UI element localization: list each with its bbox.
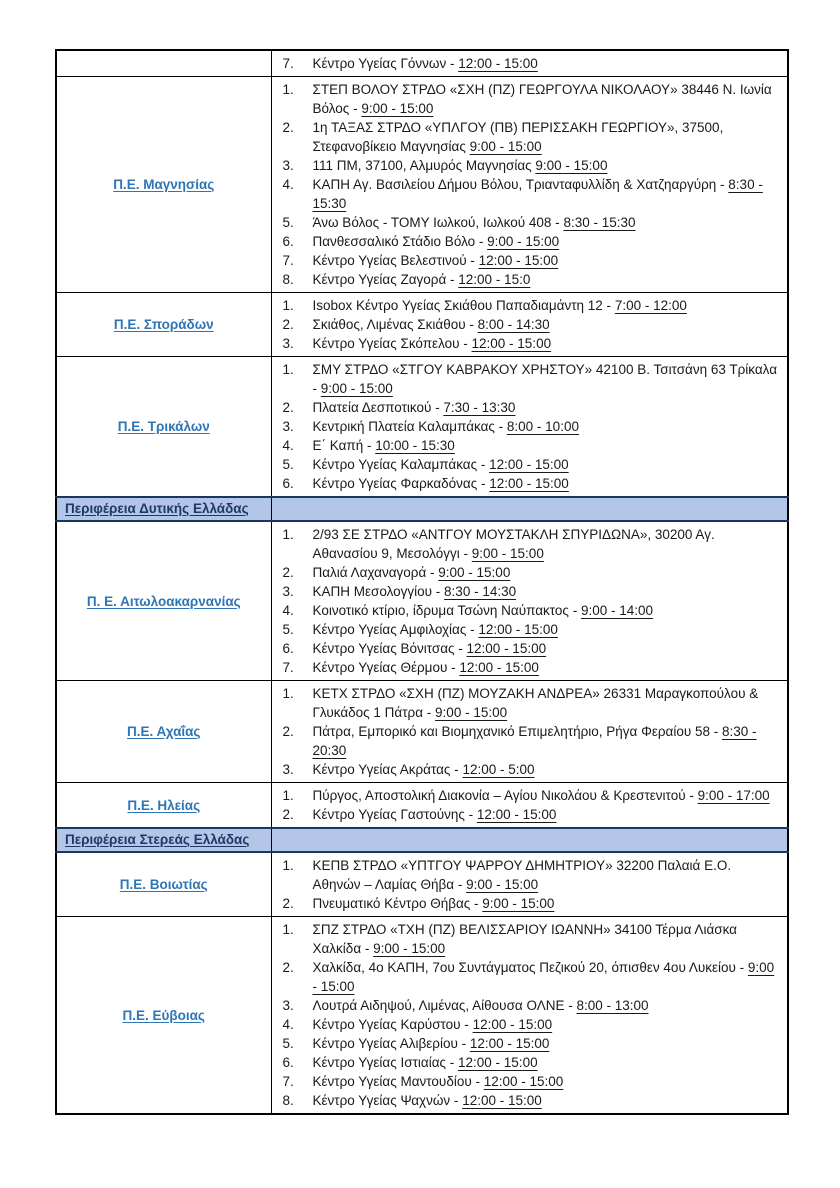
table-row bbox=[56, 50, 788, 77]
region-link[interactable]: Π.Ε. Βοιωτίας bbox=[119, 877, 208, 892]
item-number: 3. bbox=[282, 584, 294, 599]
item-hours: 12:00 - 15:00 bbox=[466, 641, 547, 656]
location-item bbox=[280, 474, 782, 493]
table-row bbox=[56, 521, 788, 681]
region-link[interactable]: Π.Ε. Σποράδων bbox=[113, 317, 214, 332]
location-item bbox=[280, 417, 782, 436]
table-row bbox=[56, 77, 788, 293]
location-item bbox=[280, 684, 782, 722]
item-number: 7. bbox=[282, 253, 294, 268]
location-item bbox=[280, 563, 782, 582]
location-item bbox=[280, 894, 782, 913]
location-item bbox=[280, 54, 782, 73]
item-number: 7. bbox=[282, 56, 294, 71]
item-hours: 9:00 - 15:00 bbox=[469, 139, 542, 154]
location-item bbox=[280, 996, 782, 1015]
region-cell bbox=[56, 852, 271, 917]
item-hours: 12:00 - 5:00 bbox=[462, 762, 535, 777]
item-text: Κέντρο Υγείας Ζαγορά - 12:00 - 15:0 bbox=[312, 272, 531, 287]
location-item bbox=[280, 251, 782, 270]
item-text: Κέντρο Υγείας Σκόπελου - 12:00 - 15:00 bbox=[312, 336, 552, 351]
location-item bbox=[280, 398, 782, 417]
item-text: Κέντρο Υγείας Μαντουδίου - 12:00 - 15:00 bbox=[312, 1074, 564, 1089]
item-hours: 12:00 - 15:0 bbox=[458, 272, 531, 287]
location-item bbox=[280, 658, 782, 677]
item-hours: 8:30 - 20:30 bbox=[312, 724, 757, 758]
locations-cell bbox=[271, 50, 788, 77]
location-item bbox=[280, 601, 782, 620]
location-item bbox=[280, 805, 782, 824]
region-cell bbox=[56, 917, 271, 1115]
item-hours: 9:00 - 17:00 bbox=[697, 788, 770, 803]
location-item bbox=[280, 436, 782, 455]
item-number: 2. bbox=[282, 120, 294, 135]
item-hours: 8:00 - 13:00 bbox=[576, 998, 649, 1013]
item-hours: 9:00 - 15:00 bbox=[373, 941, 446, 956]
locations-cell bbox=[271, 681, 788, 783]
region-cell bbox=[56, 783, 271, 829]
item-number: 3. bbox=[282, 762, 294, 777]
location-item bbox=[280, 296, 782, 315]
locations-cell bbox=[271, 293, 788, 357]
item-text: Πνευματικό Κέντρο Θήβας - 9:00 - 15:00 bbox=[312, 896, 555, 911]
item-hours: 8:30 - 15:30 bbox=[312, 177, 763, 211]
section-header-row bbox=[56, 828, 788, 852]
region-cell bbox=[56, 293, 271, 357]
item-hours: 9:00 - 15:00 bbox=[312, 960, 775, 994]
item-number: 4. bbox=[282, 603, 294, 618]
table-row bbox=[56, 917, 788, 1115]
item-hours: 9:00 - 14:00 bbox=[580, 603, 654, 618]
region-cell bbox=[56, 681, 271, 783]
section-header-cell bbox=[56, 497, 271, 521]
item-hours: 12:00 - 15:00 bbox=[462, 1093, 542, 1108]
item-number: 1. bbox=[282, 922, 294, 937]
region-cell bbox=[56, 77, 271, 293]
location-item bbox=[280, 786, 782, 805]
table-body bbox=[56, 50, 788, 1114]
item-text: Κέντρο Υγείας Καλαμπάκας - 12:00 - 15:00 bbox=[312, 457, 569, 472]
region-link[interactable]: Π.Ε. Αχαΐας bbox=[127, 724, 201, 739]
item-number: 1. bbox=[282, 362, 294, 377]
item-text: Κέντρο Υγείας Θέρμου - 12:00 - 15:00 bbox=[312, 660, 539, 675]
item-number: 7. bbox=[282, 660, 294, 675]
item-hours: 10:00 - 15:30 bbox=[375, 438, 455, 453]
item-number: 6. bbox=[282, 476, 294, 491]
item-number: 3. bbox=[282, 158, 294, 173]
location-item bbox=[280, 760, 782, 779]
location-item bbox=[280, 118, 782, 156]
item-hours: 12:00 - 15:00 bbox=[472, 1017, 553, 1032]
item-hours: 8:00 - 10:00 bbox=[506, 419, 579, 434]
location-item bbox=[280, 315, 782, 334]
table-row bbox=[56, 783, 788, 829]
item-number: 6. bbox=[282, 234, 294, 249]
section-header-spacer bbox=[271, 828, 788, 852]
locations-cell bbox=[271, 77, 788, 293]
item-number: 6. bbox=[282, 641, 294, 656]
item-hours: 12:00 - 15:00 bbox=[458, 1055, 538, 1070]
item-hours: 9:00 - 15:00 bbox=[435, 705, 508, 720]
item-hours: 7:00 - 12:00 bbox=[614, 298, 687, 313]
item-text: Κέντρο Υγείας Βόνιτσας - 12:00 - 15:00 bbox=[312, 641, 547, 656]
region-cell bbox=[56, 357, 271, 498]
item-hours: 12:00 - 15:00 bbox=[459, 660, 539, 675]
item-text: Άνω Βόλος - ΤΟΜΥ Ιωλκού, Ιωλκού 408 - 8:30 - 15:30 bbox=[312, 215, 636, 230]
item-hours: 9:00 - 15:00 bbox=[487, 234, 560, 249]
location-item bbox=[280, 232, 782, 251]
item-number: 5. bbox=[282, 1036, 294, 1051]
location-item bbox=[280, 620, 782, 639]
section-header-row bbox=[56, 497, 788, 521]
item-hours: 9:00 - 15:00 bbox=[466, 877, 539, 892]
item-hours: 8:30 - 14:30 bbox=[444, 584, 517, 599]
location-item bbox=[280, 856, 782, 894]
item-number: 2. bbox=[282, 960, 294, 975]
item-number: 2. bbox=[282, 400, 294, 415]
item-text: 111 ΠΜ, 37100, Αλμυρός Μαγνησίας 9:00 - 15:00 bbox=[312, 158, 608, 173]
region-link[interactable]: Π.Ε. Ηλείας bbox=[127, 797, 201, 813]
item-number: 8. bbox=[282, 272, 294, 287]
location-item bbox=[280, 270, 782, 289]
item-number: 1. bbox=[282, 298, 294, 313]
item-number: 3. bbox=[282, 419, 294, 434]
item-number: 2. bbox=[282, 565, 294, 580]
item-text: Κέντρο Υγείας Ψαχνών - 12:00 - 15:00 bbox=[312, 1093, 542, 1108]
section-header-spacer bbox=[271, 497, 788, 521]
item-text: Χαλκίδα, 4ο ΚΑΠΗ, 7ου Συντάγματος Πεζικού 20, όπισθεν 4ου Λυκείου - 9:00 - 15:00 bbox=[312, 960, 775, 994]
item-number: 4. bbox=[282, 438, 294, 453]
location-item bbox=[280, 80, 782, 118]
item-hours: 8:00 - 14:30 bbox=[477, 317, 550, 332]
item-number: 1. bbox=[282, 686, 294, 701]
region-link[interactable]: Π.Ε. Τρικάλων bbox=[117, 419, 210, 434]
table-row bbox=[56, 293, 788, 357]
region-link[interactable]: Π.Ε. Εύβοιας bbox=[122, 1007, 205, 1023]
item-hours: 12:00 - 15:00 bbox=[483, 1074, 564, 1089]
table-row bbox=[56, 357, 788, 498]
section-header-label: Περιφέρεια Δυτικής Ελλάδας bbox=[65, 501, 249, 516]
item-text: ΣΤΕΠ ΒΟΛΟΥ ΣΤΡΔΟ «ΣΧΗ (ΠΖ) ΓΕΩΡΓΟΥΛΑ ΝΙΚΟΛΑΟΥ» 38446 Ν. Ιωνία Βόλος - 9:00 - 15:00 bbox=[312, 82, 772, 116]
item-hours: 12:00 - 15:00 bbox=[489, 476, 569, 491]
locations-cell bbox=[271, 783, 788, 829]
item-text: ΚΕΤΧ ΣΤΡΔΟ «ΣΧΗ (ΠΖ) ΜΟΥΖΑΚΗ ΑΝΔΡΕΑ» 26331 Μαραγκοπούλου & Γλυκάδος 1 Πάτρα - 9:00 - 15:00 bbox=[312, 686, 759, 720]
item-text: ΚΑΠΗ Μεσολογγίου - 8:30 - 14:30 bbox=[312, 584, 517, 599]
section-header-cell bbox=[56, 828, 271, 852]
location-item bbox=[280, 639, 782, 658]
location-item bbox=[280, 958, 782, 996]
item-number: 1. bbox=[282, 82, 294, 97]
item-text: ΚΕΠΒ ΣΤΡΔΟ «ΥΠΤΓΟΥ ΨΑΡΡΟΥ ΔΗΜΗΤΡΙΟΥ» 32200 Παλαιά Ε.Ο. Αθηνών – Λαμίας Θήβα - 9:00 - 15:00 bbox=[312, 858, 732, 892]
item-text: Πάτρα, Εμπορικό και Βιομηχανικό Επιμελητήριο, Ρήγα Φεραίου 58 - 8:30 - 20:30 bbox=[312, 724, 757, 758]
location-item bbox=[280, 334, 782, 353]
locations-cell bbox=[271, 357, 788, 498]
section-header-label: Περιφέρεια Στερεάς Ελλάδας bbox=[65, 832, 250, 847]
item-text: Κέντρο Υγείας Γόννων - 12:00 - 15:00 bbox=[312, 56, 538, 71]
item-text: Πύργος, Αποστολική Διακονία – Αγίου Νικολάου & Κρεστενιτού - 9:00 - 17:00 bbox=[312, 788, 770, 803]
item-number: 3. bbox=[282, 336, 294, 351]
location-item bbox=[280, 360, 782, 398]
item-number: 2. bbox=[282, 807, 294, 822]
item-text: ΣΜΥ ΣΤΡΔΟ «ΣΤΓΟΥ ΚΑΒΡΑΚΟΥ ΧΡΗΣΤΟΥ» 42100 Β. Τσιτσάνη 63 Τρίκαλα - 9:00 - 15:00 bbox=[312, 362, 778, 396]
location-item bbox=[280, 156, 782, 175]
location-item bbox=[280, 1091, 782, 1110]
item-text: Κέντρο Υγείας Ιστιαίας - 12:00 - 15:00 bbox=[312, 1055, 538, 1070]
location-item bbox=[280, 175, 782, 213]
item-number: 2. bbox=[282, 896, 294, 911]
location-item bbox=[280, 722, 782, 760]
item-number: 1. bbox=[282, 788, 294, 803]
location-item bbox=[280, 1072, 782, 1091]
item-number: 5. bbox=[282, 622, 294, 637]
item-text: Πανθεσσαλικό Στάδιο Βόλο - 9:00 - 15:00 bbox=[312, 234, 560, 249]
item-text: Ε΄ Καπή - 10:00 - 15:30 bbox=[312, 438, 455, 453]
item-text: Κέντρο Υγείας Αλιβερίου - 12:00 - 15:00 bbox=[312, 1036, 550, 1051]
vaccination-locations-table bbox=[55, 49, 789, 1115]
item-hours: 12:00 - 15:00 bbox=[458, 56, 538, 71]
location-item bbox=[280, 455, 782, 474]
item-text: Σκιάθος, Λιμένας Σκιάθου - 8:00 - 14:30 bbox=[312, 317, 550, 332]
item-number: 7. bbox=[282, 1074, 294, 1089]
location-item bbox=[280, 920, 782, 958]
item-hours: 12:00 - 15:00 bbox=[476, 807, 557, 822]
item-hours: 9:00 - 15:00 bbox=[471, 546, 544, 561]
item-text: Κέντρο Υγείας Αμφιλοχίας - 12:00 - 15:00 bbox=[312, 622, 558, 637]
item-text: Isobox Κέντρο Υγείας Σκιάθου Παπαδιαμάντη 12 - 7:00 - 12:00 bbox=[312, 298, 687, 313]
location-item bbox=[280, 1015, 782, 1034]
item-number: 6. bbox=[282, 1055, 294, 1070]
item-text: Πλατεία Δεσποτικού - 7:30 - 13:30 bbox=[312, 400, 516, 415]
item-hours: 9:00 - 15:00 bbox=[482, 896, 555, 911]
location-item bbox=[280, 525, 782, 563]
item-text: Κεντρική Πλατεία Καλαμπάκας - 8:00 - 10:00 bbox=[312, 419, 579, 434]
location-item bbox=[280, 213, 782, 232]
item-hours: 12:00 - 15:00 bbox=[489, 457, 569, 472]
item-hours: 12:00 - 15:00 bbox=[478, 622, 558, 637]
region-link[interactable]: Π.Ε. Μαγνησίας bbox=[113, 177, 215, 192]
locations-cell bbox=[271, 917, 788, 1115]
item-text: 2/93 ΣΕ ΣΤΡΔΟ «ΑΝΤΓΟΥ ΜΟΥΣΤΑΚΛΗ ΣΠΥΡΙΔΩΝΑ», 30200 Αγ. Αθανασίου 9, Μεσολόγγι - 9:00 - 15:00 bbox=[312, 527, 715, 561]
item-number: 2. bbox=[282, 317, 294, 332]
locations-cell bbox=[271, 521, 788, 681]
item-number: 3. bbox=[282, 998, 294, 1013]
item-number: 5. bbox=[282, 215, 294, 230]
item-number: 5. bbox=[282, 457, 294, 472]
region-cell bbox=[56, 521, 271, 681]
item-number: 4. bbox=[282, 177, 294, 192]
item-hours: 9:00 - 15:00 bbox=[535, 158, 608, 173]
item-text: Λουτρά Αιδηψού, Λιμένας, Αίθουσα ΟΛΝΕ - 8:00 - 13:00 bbox=[312, 998, 649, 1013]
item-text: ΣΠΖ ΣΤΡΔΟ «ΤΧΗ (ΠΖ) ΒΕΛΙΣΣΑΡΙΟΥ ΙΩΑΝΝΗ» 34100 Τέρμα Λιάσκα Χαλκίδα - 9:00 - 15:00 bbox=[312, 922, 737, 956]
item-text: Κέντρο Υγείας Γαστούνης - 12:00 - 15:00 bbox=[312, 807, 557, 822]
item-hours: 9:00 - 15:00 bbox=[320, 381, 393, 396]
item-text: 1η ΤΑΞΑΣ ΣΤΡΔΟ «ΥΠΛΓΟΥ (ΠΒ) ΠΕΡΙΣΣΑΚΗ ΓΕΩΡΓΙΟΥ», 37500, Στεφανοβίκειο Μαγνησίας 9:00 - 15:00 bbox=[312, 120, 724, 154]
item-number: 8. bbox=[282, 1093, 294, 1108]
item-text: Κέντρο Υγείας Βελεστινού - 12:00 - 15:00 bbox=[312, 253, 559, 268]
table-row bbox=[56, 852, 788, 917]
item-number: 2. bbox=[282, 724, 294, 739]
item-hours: 7:30 - 13:30 bbox=[443, 400, 516, 415]
item-text: Κέντρο Υγείας Καρύστου - 12:00 - 15:00 bbox=[312, 1017, 553, 1032]
location-item bbox=[280, 1053, 782, 1072]
item-text: Κέντρο Υγείας Ακράτας - 12:00 - 5:00 bbox=[312, 762, 535, 777]
item-text: Κέντρο Υγείας Φαρκαδόνας - 12:00 - 15:00 bbox=[312, 476, 569, 491]
region-cell bbox=[56, 50, 271, 77]
locations-cell bbox=[271, 852, 788, 917]
item-hours: 9:00 - 15:00 bbox=[438, 565, 511, 580]
item-number: 1. bbox=[282, 527, 294, 542]
item-text: Κοινοτικό κτίριο, ίδρυμα Τσώνη Ναύπακτος - 9:00 - 14:00 bbox=[312, 603, 654, 618]
item-text: ΚΑΠΗ Αγ. Βασιλείου Δήμου Βόλου, Τριανταφυλλίδη & Χατζηαργύρη - 8:30 - 15:30 bbox=[312, 177, 763, 211]
item-hours: 8:30 - 15:30 bbox=[563, 215, 636, 230]
item-hours: 12:00 - 15:00 bbox=[478, 253, 559, 268]
item-hours: 12:00 - 15:00 bbox=[469, 1036, 550, 1051]
item-number: 4. bbox=[282, 1017, 294, 1032]
location-item bbox=[280, 1034, 782, 1053]
item-hours: 12:00 - 15:00 bbox=[471, 336, 552, 351]
item-hours: 9:00 - 15:00 bbox=[361, 101, 434, 116]
table-row bbox=[56, 681, 788, 783]
location-item bbox=[280, 582, 782, 601]
item-text: Παλιά Λαχαναγορά - 9:00 - 15:00 bbox=[312, 565, 511, 580]
item-number: 1. bbox=[282, 858, 294, 873]
region-link[interactable]: Π. Ε. Αιτωλοακαρνανίας bbox=[86, 593, 241, 609]
